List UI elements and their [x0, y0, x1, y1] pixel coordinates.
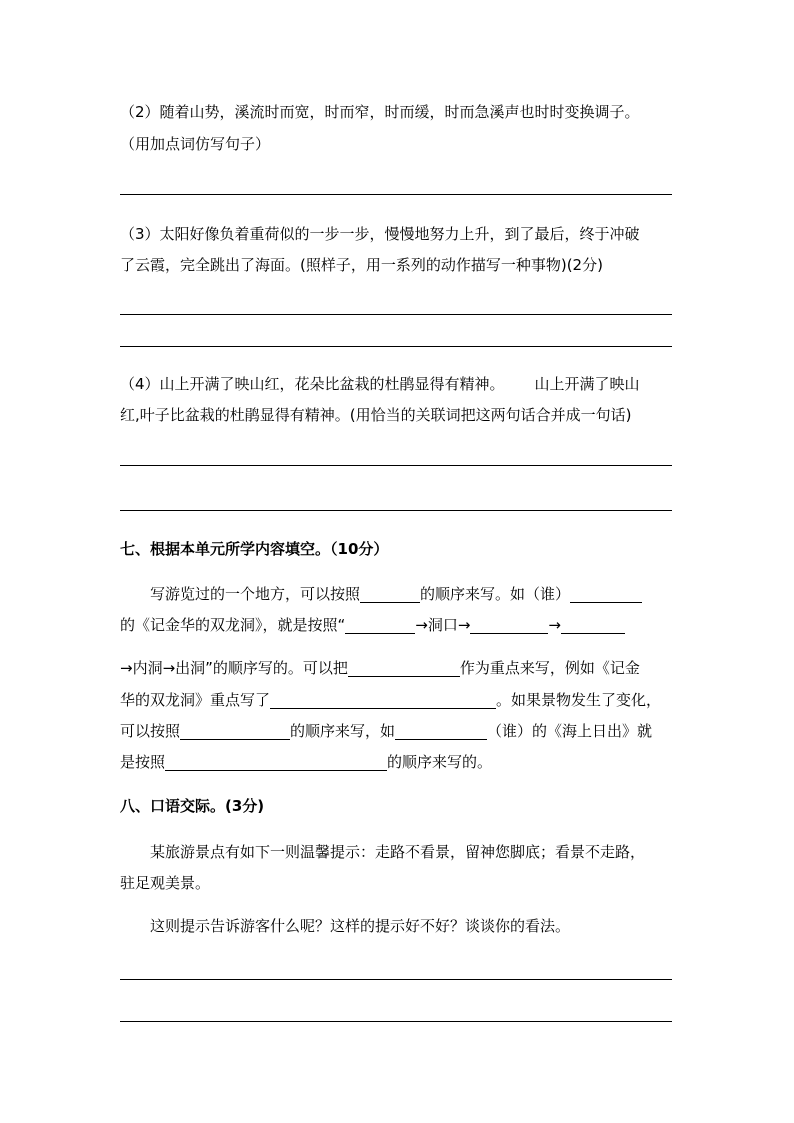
blank-focus[interactable] [348, 658, 460, 677]
text-segment: 写游览过的一个地方，可以按照 [150, 585, 361, 603]
text-segment: → [548, 616, 561, 634]
blank-order[interactable] [360, 584, 420, 603]
section-7-heading: 七、根据本单元所学内容填空。（10分） [120, 540, 389, 558]
text-segment: 华的双龙洞》重点写了 [120, 691, 271, 709]
q2-line-2: （用加点词仿写句子） [120, 135, 271, 153]
section-8-question: 这则提示告诉游客什么呢？这样的提示好不好？谈谈你的看法。 [150, 917, 571, 935]
text-segment: 可以按照 [120, 722, 181, 740]
text-segment: （谁）的《海上日出》就 [487, 722, 653, 740]
text-segment: 的顺序来写，如 [290, 722, 396, 740]
q4-line-2: 红,叶子比盆栽的杜鹃显得有精神。(用恰当的关联词把这两句话合并成一句话) [120, 406, 632, 424]
blank-route-2[interactable] [470, 615, 548, 634]
blank-change-order[interactable] [180, 721, 290, 740]
section-7-line-6 [120, 752, 492, 772]
q3-answer-line-2[interactable] [120, 346, 672, 347]
q3-line-1: （3）太阳好像负着重荷似的一步一步，慢慢地努力上升，到了最后，终于冲破 [120, 225, 640, 243]
blank-key-part[interactable] [270, 690, 496, 709]
section-8-answer-line-1[interactable] [120, 979, 672, 980]
section-7-line-4 [120, 690, 661, 710]
text-segment: 的顺序来写。如（谁） [420, 585, 571, 603]
text-segment: →内洞→出洞”的顺序写的。可以把 [120, 659, 348, 677]
section-8-answer-line-2[interactable] [120, 1021, 672, 1022]
q2-line-1: （2）随着山势，溪流时而宽，时而窄，时而缓，时而急溪声也时时变换调子。 [120, 103, 640, 121]
section-8-paragraph-1-cont: 驻足观美景。 [120, 874, 211, 892]
section-8-paragraph-1: 某旅游景点有如下一则温馨提示：走路不看景，留神您脚底；看景不走路， [150, 843, 646, 861]
section-8-heading: 八、口语交际。(3分) [120, 797, 265, 815]
q2-answer-line[interactable] [120, 194, 672, 195]
section-7-line-1 [150, 584, 642, 604]
blank-route-3[interactable] [561, 615, 625, 634]
text-segment: →洞口→ [415, 616, 471, 634]
q4-sentence-2: 山上开满了映山 [534, 375, 640, 393]
text-segment: 是按照 [120, 753, 166, 771]
text-segment: 作为重点来写，例如《记金 [459, 659, 640, 677]
q4-answer-line-2[interactable] [120, 510, 672, 511]
text-segment: 的《记金华的双龙洞》，就是按照“ [120, 616, 346, 634]
blank-author-1[interactable] [570, 584, 642, 603]
q3-line-2: 了云霞，完全跳出了海面。(照样子，用一系列的动作描写一种事物)(2分) [120, 256, 603, 274]
section-7-line-3 [120, 658, 640, 678]
blank-sunrise-order[interactable] [165, 752, 387, 771]
q4-answer-line-1[interactable] [120, 465, 672, 466]
section-7-line-5 [120, 721, 652, 741]
blank-author-2[interactable] [395, 721, 487, 740]
text-segment: 。如果景物发生了变化， [496, 691, 662, 709]
section-7-line-2 [120, 615, 625, 635]
blank-route-1[interactable] [345, 615, 415, 634]
text-segment: 的顺序来写的。 [387, 753, 493, 771]
q4-line-1 [120, 374, 640, 394]
q4-sentence-1: （4）山上开满了映山红，花朵比盆栽的杜鹃显得有精神。 [120, 375, 505, 393]
q3-answer-line-1[interactable] [120, 314, 672, 315]
